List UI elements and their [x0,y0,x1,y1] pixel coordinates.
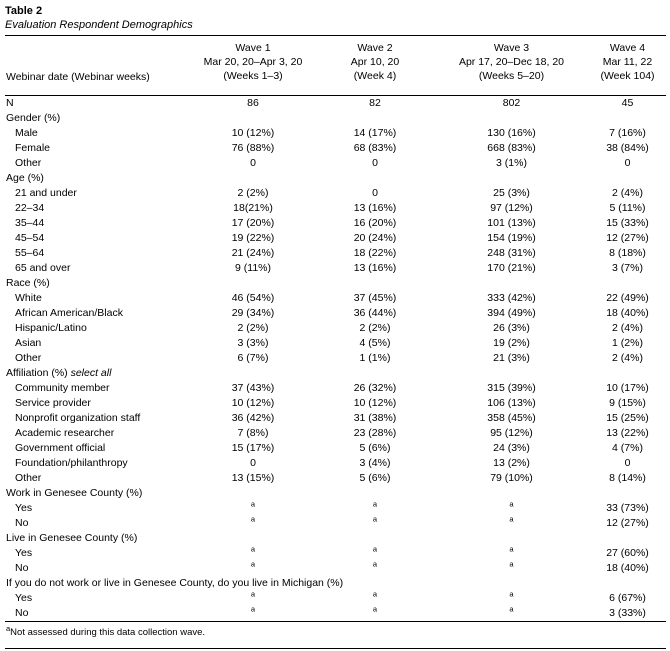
footnote-marker-cell: a [250,604,256,614]
value-cell: 4 (5%) [359,337,391,349]
value-cell: 23 (28%) [353,427,397,439]
footnote-marker-cell: a [509,499,514,509]
wave-1-dates: Mar 20, 20–Apr 3, 20 [203,56,303,68]
value-cell [434,606,589,622]
value-cell: 19 (22%) [231,232,275,244]
value-cell: 8 (18%) [609,247,646,259]
table-row [5,561,666,576]
section-row [5,366,666,381]
value-cell [316,606,434,622]
value-cell: 0 [372,187,378,199]
table-row [5,126,666,141]
value-cell: 36 (42%) [231,412,275,424]
value-cell: 0 [250,457,256,469]
footnote-marker-cell: a [250,514,256,524]
value-cell: 3 (7%) [612,262,643,274]
value-cell: 17 (20%) [231,217,275,229]
value-cell [190,561,316,576]
footnote-marker-cell: a [250,589,256,599]
wave-1-weeks: (Weeks 1–3) [223,70,283,82]
value-cell [434,516,589,531]
value-cell: 21 (24%) [231,247,275,259]
row-label: 55–64 [15,247,45,259]
value-cell: 10 (12%) [231,397,275,409]
value-cell: 130 (16%) [487,127,536,139]
row-label: No [15,517,29,529]
footnote-marker: a [6,623,11,633]
table-row [5,546,666,561]
footnote-marker-cell: a [372,604,378,614]
value-cell: 6 (67%) [609,592,646,604]
value-cell: 2 (2%) [359,322,391,334]
value-cell: 248 (31%) [487,247,536,259]
value-cell: 19 (2%) [493,337,530,349]
value-cell: 24 (3%) [493,442,530,454]
section-row [5,171,666,186]
table-row [5,606,666,622]
value-cell: 33 (73%) [606,502,649,514]
value-cell: 2 (4%) [612,322,643,334]
footnote-marker-cell: a [509,559,514,569]
table-row [5,141,666,156]
demographics-table [5,35,666,622]
row-label: 21 and under [15,187,77,199]
value-cell: 0 [250,157,256,169]
value-cell: 37 (45%) [353,292,397,304]
table-row [5,441,666,456]
wave-4-name: Wave 4 [609,42,646,54]
value-cell: 2 (2%) [237,322,269,334]
header-wave-1 [190,36,316,96]
row-label: Other [15,157,42,169]
row-label: Work in Genesee County (%) [6,487,143,499]
table-row [5,426,666,441]
value-cell: 97 (12%) [490,202,533,214]
value-cell: 68 (83%) [353,142,397,154]
row-label: No [15,562,29,574]
value-cell: 8 (14%) [609,472,646,484]
section-row [5,576,666,591]
value-cell: 79 (10%) [490,472,533,484]
row-label: African American/Black [15,307,123,319]
table-row [5,231,666,246]
table-row [5,321,666,336]
value-cell: 26 (32%) [353,382,397,394]
value-cell: 18 (40%) [606,307,649,319]
value-cell: 25 (3%) [493,187,530,199]
table-row [5,411,666,426]
value-cell: 13 (16%) [353,262,397,274]
row-label: Foundation/philanthropy [15,457,128,469]
value-cell: 76 (88%) [231,142,275,154]
section-row [5,486,666,501]
value-cell: 38 (84%) [606,142,649,154]
footnote-marker-cell: a [372,589,378,599]
value-cell: 10 (17%) [606,382,649,394]
value-cell: 3 (4%) [359,457,391,469]
footnote-marker-cell: a [509,514,514,524]
row-label: Other [15,472,42,484]
value-cell: 13 (15%) [231,472,275,484]
row-label: Female [15,142,51,154]
footnote-marker-cell: a [509,544,514,554]
wave-4-weeks: (Week 104) [600,70,655,82]
value-cell: 10 (12%) [231,127,275,139]
row-label: Yes [15,502,33,514]
table-row [5,516,666,531]
row-label: 65 and over [15,262,71,274]
value-cell: 18(21%) [233,202,273,214]
value-cell [434,561,589,576]
header-wave-4 [589,36,666,96]
value-cell: 36 (44%) [353,307,397,319]
row-label: Yes [15,547,33,559]
wave-2-dates: Apr 10, 20 [350,56,400,68]
value-cell: 358 (45%) [487,412,536,424]
table-row [5,246,666,261]
row-label-italic: select all [67,367,112,379]
value-cell: 106 (13%) [487,397,536,409]
row-label: 35–44 [15,217,45,229]
table-row [5,501,666,516]
value-cell: 5 (6%) [359,472,391,484]
value-cell: 3 (33%) [589,606,666,622]
table-row [5,591,666,606]
value-cell [316,516,434,531]
value-cell: 333 (42%) [487,292,536,304]
wave-2-name: Wave 2 [357,42,393,54]
row-label: Service provider [15,397,91,409]
table-row [5,156,666,171]
row-label: Asian [15,337,42,349]
value-cell: 95 (12%) [490,427,533,439]
value-cell: 26 (3%) [493,322,530,334]
value-cell: 15 (25%) [606,412,649,424]
value-cell: 10 (12%) [353,397,397,409]
row-label: White [15,292,42,304]
wave-3-name: Wave 3 [493,42,530,54]
table-caption: Evaluation Respondent Demographics [5,19,193,31]
value-cell: 2 (2%) [237,187,269,199]
value-cell: 37 (43%) [231,382,275,394]
value-cell: 6 (7%) [237,352,269,364]
row-label: Community member [15,382,110,394]
section-row [5,531,666,546]
table-row [5,336,666,351]
value-cell: 21 (3%) [493,352,530,364]
row-label: Yes [15,592,33,604]
footnote-marker-cell: a [372,544,378,554]
value-cell: 15 (33%) [606,217,649,229]
bottom-rule [5,648,666,649]
value-cell: 15 (17%) [231,442,275,454]
table-row [5,306,666,321]
value-cell: 29 (34%) [231,307,275,319]
value-cell: 86 [247,97,259,109]
row-label: Nonprofit organization staff [15,412,141,424]
table-row [5,96,666,112]
value-cell: 22 (49%) [606,292,649,304]
table-row [5,261,666,276]
value-cell: 1 (2%) [612,337,643,349]
value-cell: 3 (1%) [496,157,527,169]
value-cell: 13 (2%) [493,457,530,469]
section-row [5,111,666,126]
value-cell: 14 (17%) [353,127,397,139]
value-cell: 9 (11%) [235,262,271,274]
row-label: Hispanic/Latino [15,322,87,334]
row-label: 45–54 [15,232,45,244]
value-cell: 2 (4%) [612,187,643,199]
table-row [5,201,666,216]
value-cell: 12 (27%) [606,232,649,244]
value-cell: 5 (6%) [359,442,391,454]
wave-1-name: Wave 1 [235,42,271,54]
table-label: Table 2 [5,5,43,17]
wave-4-dates: Mar 11, 22 [602,56,653,68]
value-cell: 0 [372,157,378,169]
footnote-marker-cell: a [372,499,378,509]
value-cell: 13 (16%) [353,202,397,214]
footnote-marker-cell: a [509,604,514,614]
table-row [5,186,666,201]
value-cell: 46 (54%) [231,292,275,304]
row-label: N [6,97,14,109]
value-cell: 45 [621,97,634,109]
row-label: Government official [15,442,106,454]
value-cell: 1 (1%) [359,352,391,364]
footnote-marker-cell: a [372,514,378,524]
value-cell: 31 (38%) [353,412,397,424]
value-cell: 101 (13%) [487,217,536,229]
value-cell: 0 [624,157,631,169]
value-cell [190,516,316,531]
table-row [5,471,666,486]
value-cell: 154 (19%) [487,232,536,244]
row-label: Other [15,352,42,364]
table-row [5,396,666,411]
row-label: 22–34 [15,202,45,214]
value-cell: 7 (8%) [237,427,269,439]
value-cell: 4 (7%) [612,442,643,454]
value-cell: 2 (4%) [612,352,643,364]
value-cell [316,561,434,576]
value-cell: 12 (27%) [606,517,649,529]
row-label: Live in Genesee County (%) [6,532,138,544]
table-header [5,36,666,96]
value-cell: 668 (83%) [487,142,536,154]
table-row [5,216,666,231]
row-label: Race (%) [6,277,50,289]
value-cell: 27 (60%) [606,547,649,559]
row-label: Affiliation (%) select all [6,367,112,379]
footnote-marker-cell: a [509,589,514,599]
header-row-label-text: Webinar date (Webinar weeks) [6,71,150,83]
footnote-marker-cell: a [250,559,256,569]
value-cell: 18 (22%) [353,247,397,259]
value-cell: 170 (21%) [487,262,536,274]
row-label: Male [15,127,38,139]
value-cell: 0 [624,457,631,469]
value-cell: 394 (49%) [487,307,536,319]
table-row [5,381,666,396]
value-cell: 18 (40%) [606,562,649,574]
value-cell: 13 (22%) [606,427,649,439]
row-label: Age (%) [6,172,44,184]
value-cell: 315 (39%) [487,382,536,394]
footnote-marker-cell: a [250,544,256,554]
table-footnote [5,622,666,648]
value-cell: 7 (16%) [609,127,646,139]
value-cell: 5 (11%) [609,202,646,214]
wave-3-weeks: (Weeks 5–20) [478,70,545,82]
section-row [5,276,666,291]
value-cell [190,606,316,622]
wave-2-weeks: (Week 4) [353,70,397,82]
value-cell: 3 (3%) [237,337,269,349]
row-label: Academic researcher [15,427,115,439]
row-label: Gender (%) [6,112,61,124]
value-cell: 802 [502,97,521,109]
value-cell: 20 (24%) [353,232,397,244]
value-cell: 9 (15%) [609,397,646,409]
value-cell: 16 (20%) [353,217,397,229]
table-row [5,456,666,471]
row-label: No [5,606,190,622]
row-label: If you do not work or live in Genesee County, do you live in Michigan (%) [6,577,344,589]
table-row [5,291,666,306]
table-row [5,351,666,366]
table-body [5,96,666,622]
header-wave-2 [316,36,434,96]
header-row [5,36,666,96]
header-row-label [5,36,190,96]
footnote-marker-cell: a [250,499,256,509]
value-cell: 82 [369,97,381,109]
wave-3-dates: Apr 17, 20–Dec 18, 20 [458,56,565,68]
header-wave-3 [434,36,589,96]
footnote-marker-cell: a [372,559,378,569]
footnote-text: Not assessed during this data collection wave. [10,627,206,638]
